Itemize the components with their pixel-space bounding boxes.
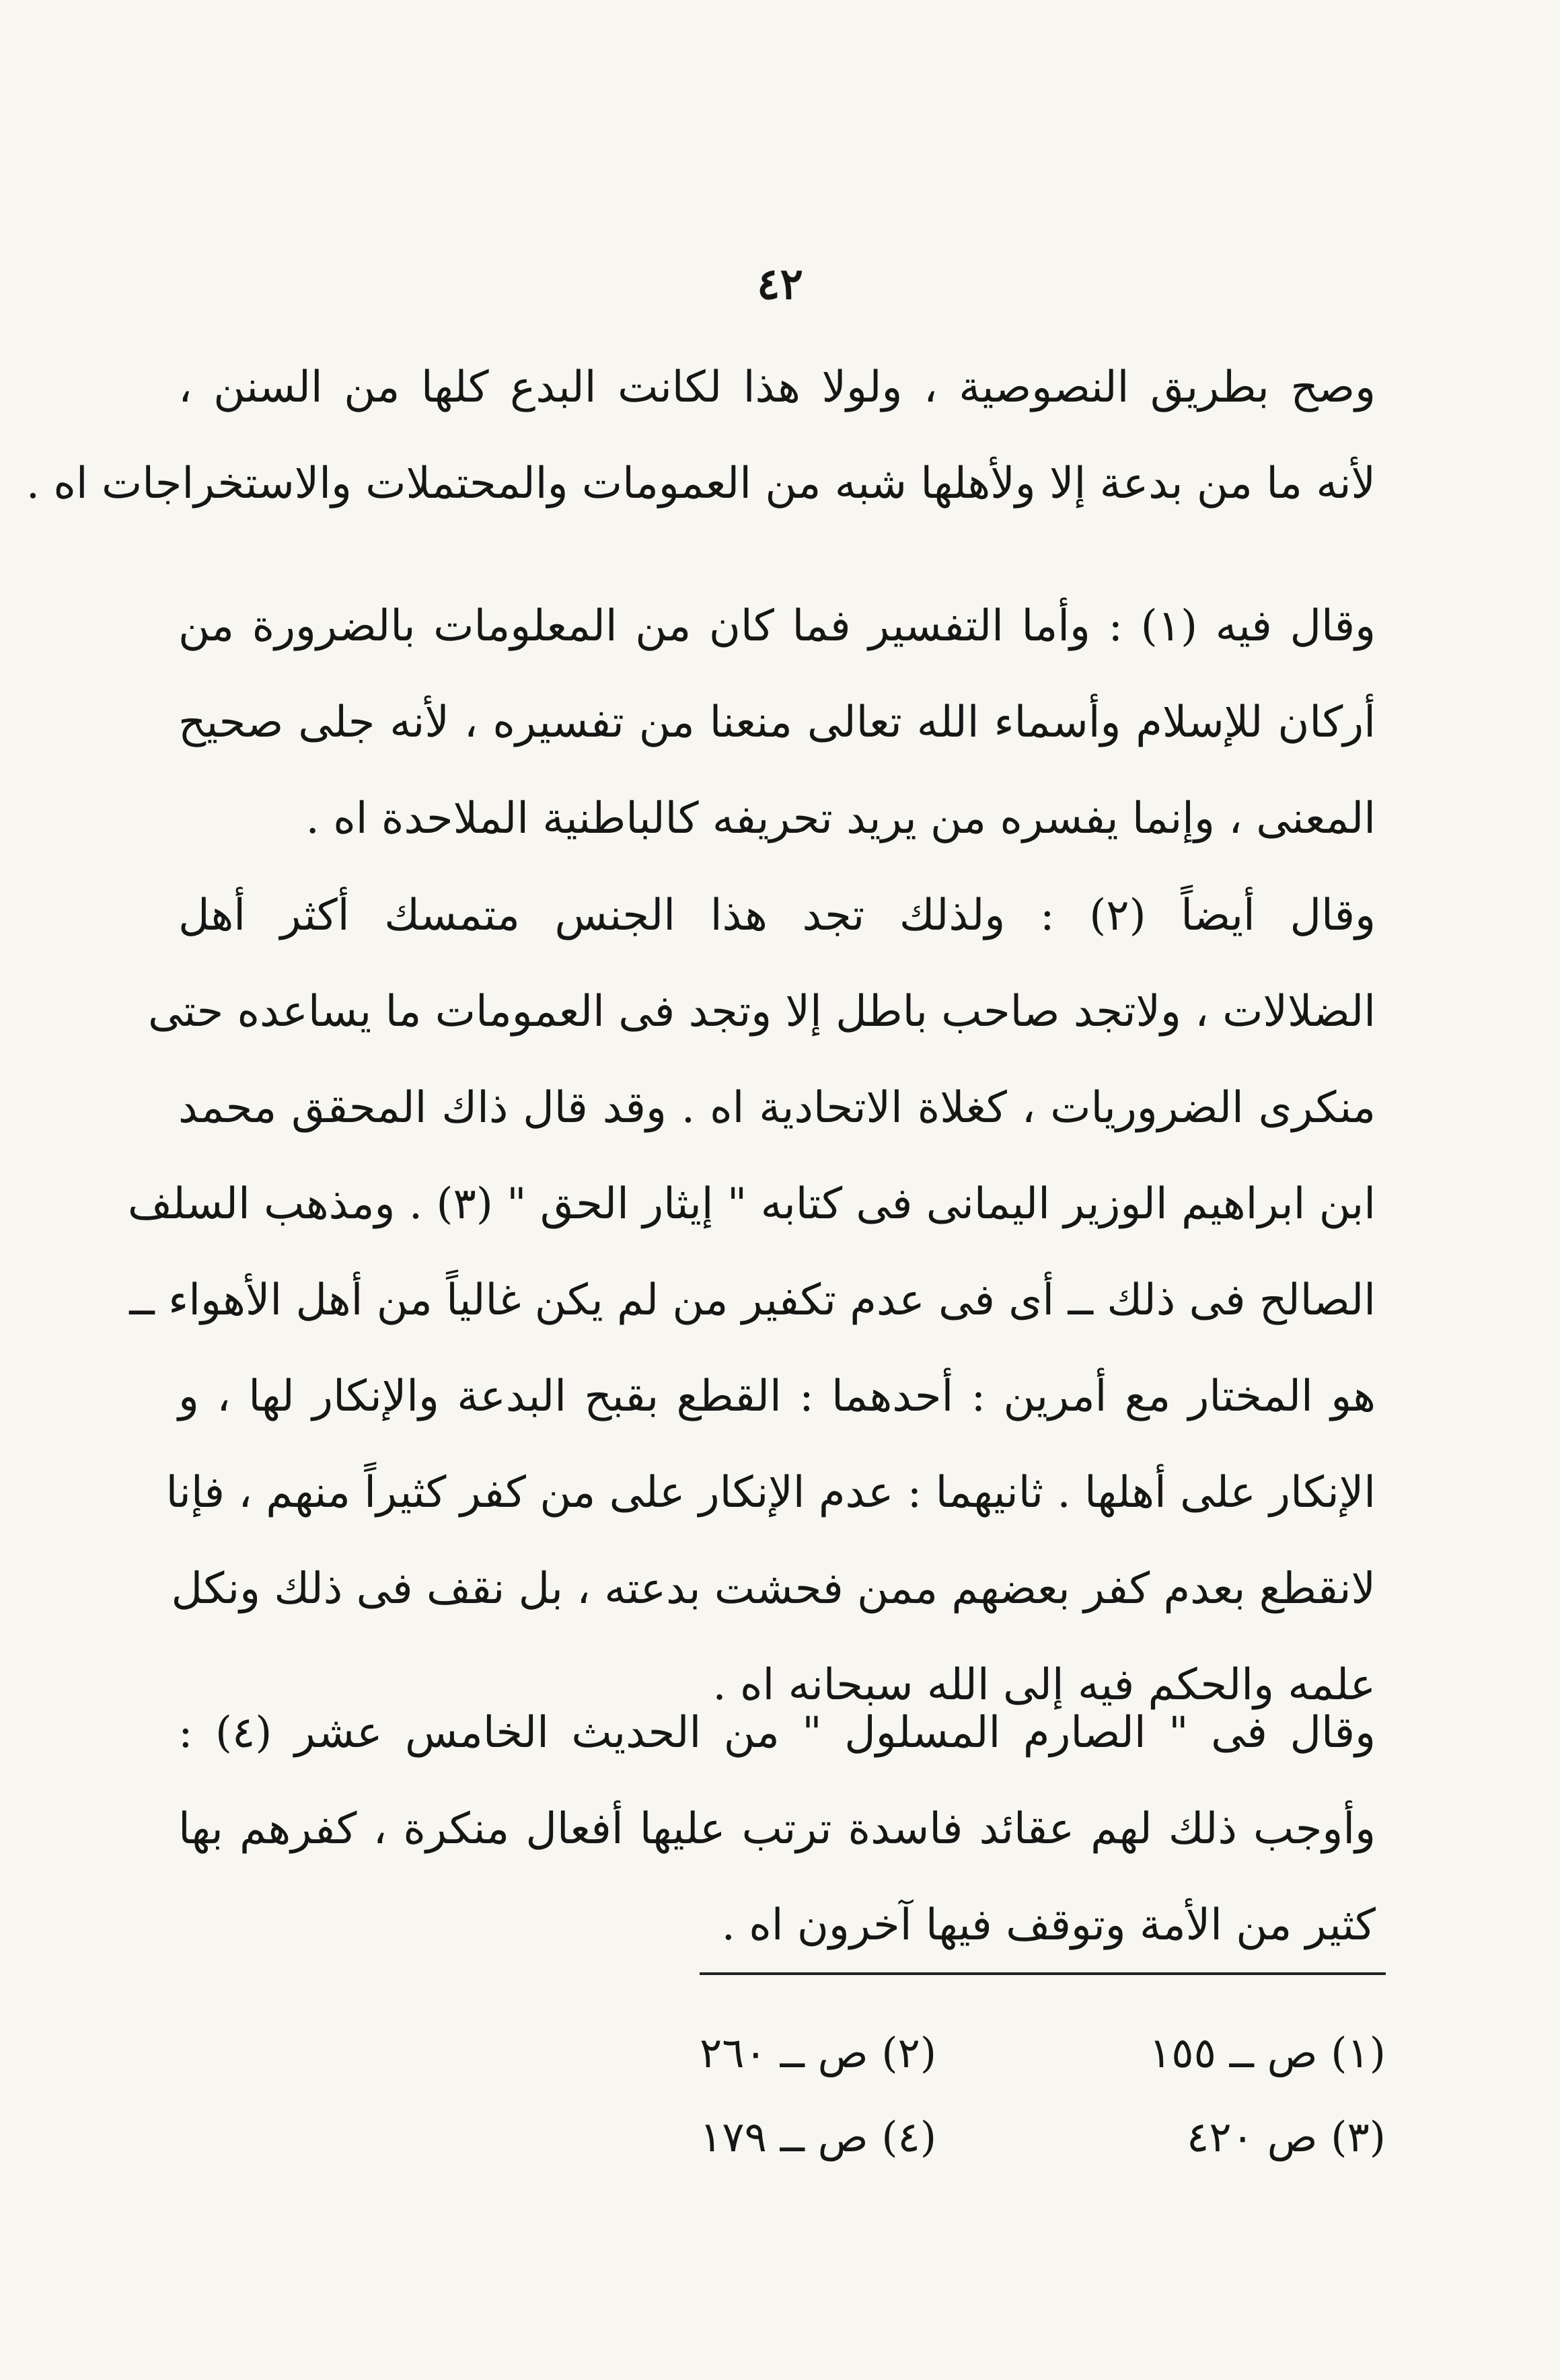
page-number: ٤٢ [757, 259, 803, 309]
footnote-row [700, 2028, 1386, 2089]
text-line: وقال فيه (١) : وأما التفسير فما كان من المعلومات بالضرورة من [178, 601, 1376, 651]
text-line: كثير من الأمة وتوقف فيها آخرون اه . [721, 1900, 1376, 1950]
paragraph [178, 1685, 1376, 1974]
text-line: لأنه ما من بدعة إلا ولأهلها شبه من العمومات والمحتملات والاستخراجات اه . [26, 459, 1376, 509]
text-line: الضلالات ، ولاتجد صاحب باطل إلا وتجد فى العمومات ما يساعده حتى [147, 987, 1376, 1037]
paragraph [178, 579, 1376, 867]
paragraph [26, 340, 1376, 532]
text-line: وقال أيضاً (٢) : ولذلك تجد هذا الجنس متمسك أكثر أهل [178, 891, 1376, 940]
footnote-row [700, 2112, 1386, 2173]
text-line: وصح بطريق النصوصية ، ولولا هذا لكانت البدع كلها من السنن ، [178, 363, 1376, 412]
footnote: (٣) ص ٤٢٠ [1187, 2112, 1386, 2161]
text-line: هو المختار مع أمرين : أحدهما : القطع بقبح البدعة والإنكار لها ، و [178, 1372, 1376, 1421]
text-line: وقال فى " الصارم المسلول " من الحديث الخامس عشر (٤) : [178, 1708, 1376, 1758]
footnote: (١) ص ــ ١٥٥ [1148, 2028, 1386, 2077]
text-line: أركان للإسلام وأسماء الله تعالى منعنا من تفسيره ، لأنه جلى صحيح [178, 698, 1376, 747]
text-line: وأوجب ذلك لهم عقائد فاسدة ترتب عليها أفعال منكرة ، كفرهم بها [178, 1804, 1376, 1854]
text-line: ابن ابراهيم الوزير اليمانى فى كتابه " إيثار الحق " (٣) . ومذهب السلف [127, 1179, 1376, 1229]
footnote: (٢) ص ــ ٢٦٠ [700, 2028, 937, 2077]
text-line: المعنى ، وإنما يفسره من يريد تحريفه كالباطنية الملاحدة اه . [305, 794, 1376, 844]
text-line: منكرى الضروريات ، كغلاة الاتحادية اه . وقد قال ذاك المحقق محمد [178, 1083, 1376, 1133]
footnote-separator [700, 1972, 1386, 1975]
text-line: لانقطع بعدم كفر بعضهم ممن فحشت بدعته ، بل نقف فى ذلك ونكل [171, 1564, 1376, 1614]
footnote: (٤) ص ــ ١٧٩ [700, 2112, 937, 2161]
text-line: الإنكار على أهلها . ثانيهما : عدم الإنكار على من كفر كثيراً منهم ، فإنا [165, 1468, 1376, 1518]
text-line: الصالح فى ذلك ــ أى فى عدم تكفير من لم يكن غالياً من أهل الأهواء ــ [129, 1275, 1376, 1325]
paragraph [127, 868, 1376, 1734]
text-line: علمه والحكم فيه إلى الله سبحانه اه . [712, 1660, 1376, 1710]
